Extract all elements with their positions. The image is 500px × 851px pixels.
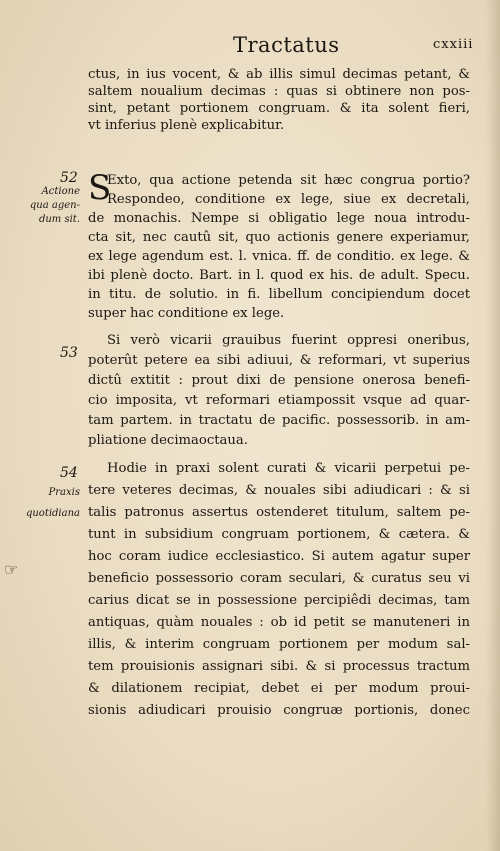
text-line: & dilationem recipiat, debet ei per modum proui-	[88, 681, 470, 696]
text-line: poterût petere ea sibi adiuui, & reformari, vt superius	[88, 353, 470, 368]
text-line: pliatione decimaoctaua.	[88, 433, 248, 448]
text-line: sint, petant portionem congruam. & ita solent fieri,	[88, 101, 470, 116]
page-edge-shadow	[486, 0, 500, 851]
text-line: vt inferius plenè explicabitur.	[88, 118, 285, 133]
text-line: tam partem. in tractatu de pacific. possessorib. in am-	[88, 413, 470, 428]
text-line: carius dicat se in possessione percipiêdi decimas, tam	[88, 593, 470, 608]
text-line: cta sit, nec cautû sit, quo actionis genere experiamur,	[88, 230, 470, 245]
text-line: saltem noualium decimas : quas si obtinere non pos-	[88, 84, 470, 99]
paragraph-number: 53	[60, 345, 78, 361]
margin-note-line: quotidiana	[25, 508, 80, 519]
pointing-hand-icon: ☞	[4, 560, 19, 579]
drop-capital: S	[88, 168, 112, 208]
text-line: Si verò vicarii grauibus fuerint oppresi oneribus,	[107, 333, 470, 348]
text-line: beneficio possessorio coram seculari, & curatus seu vi	[88, 571, 470, 586]
text-line: in titu. de solutio. in fi. libellum concipiendum docet	[88, 287, 470, 302]
running-header	[0, 33, 500, 57]
paragraph-number: 54	[60, 465, 78, 481]
text-line: ex lege agendum est. l. vnica. ff. de conditio. ex lege. &	[88, 249, 470, 264]
text-line: Hodie in praxi solent curati & vicarii perpetui pe-	[107, 461, 470, 476]
text-line: sionis adiudicari prouisio congruæ portionis, donec	[88, 703, 470, 718]
text-line: tere veteres decimas, & nouales sibi adiudicari : & si	[88, 483, 470, 498]
text-line: Exto, qua actione petenda sit hæc congrua portio?	[107, 173, 470, 188]
folio-number: cxxiii	[433, 37, 474, 52]
text-line: dictû extitit : prout dixi de pensione onerosa benefi-	[88, 373, 470, 388]
text-line: cio imposita, vt reformari etiampossit vsque ad quar-	[88, 393, 470, 408]
text-line: super hac conditione ex lege.	[88, 306, 285, 321]
margin-note-line: Praxis	[48, 487, 80, 498]
margin-note-line: Actione	[41, 186, 80, 197]
text-line: talis patronus assertus ostenderet titulum, saltem pe-	[88, 505, 470, 520]
text-line: ibi plenè docto. Bart. in l. quod ex his. de adult. Specu.	[88, 268, 470, 283]
text-line: tem prouisionis assignari sibi. & si processus tractum	[88, 659, 470, 674]
margin-note-line: dum sit.	[38, 214, 80, 225]
running-title: Tractatus	[233, 33, 340, 57]
text-line: antiquas, quàm nouales : ob id petit se manuteneri in	[88, 615, 470, 630]
text-line: tunt in subsidium congruam portionem, & cætera. &	[88, 527, 470, 542]
text-line: ctus, in ius vocent, & ab illis simul decimas petant, &	[88, 67, 470, 82]
text-line: de monachis. Nempe si obligatio lege noua introdu-	[88, 211, 470, 226]
paragraph-number: 52	[60, 170, 78, 186]
text-line: Respondeo, conditione ex lege, siue ex decretali,	[107, 192, 470, 207]
text-line: hoc coram iudice ecclesiastico. Si autem agatur super	[88, 549, 470, 564]
margin-note-line: qua agen-	[29, 200, 80, 211]
text-line: illis, & interim congruam portionem per modum sal-	[88, 637, 470, 652]
